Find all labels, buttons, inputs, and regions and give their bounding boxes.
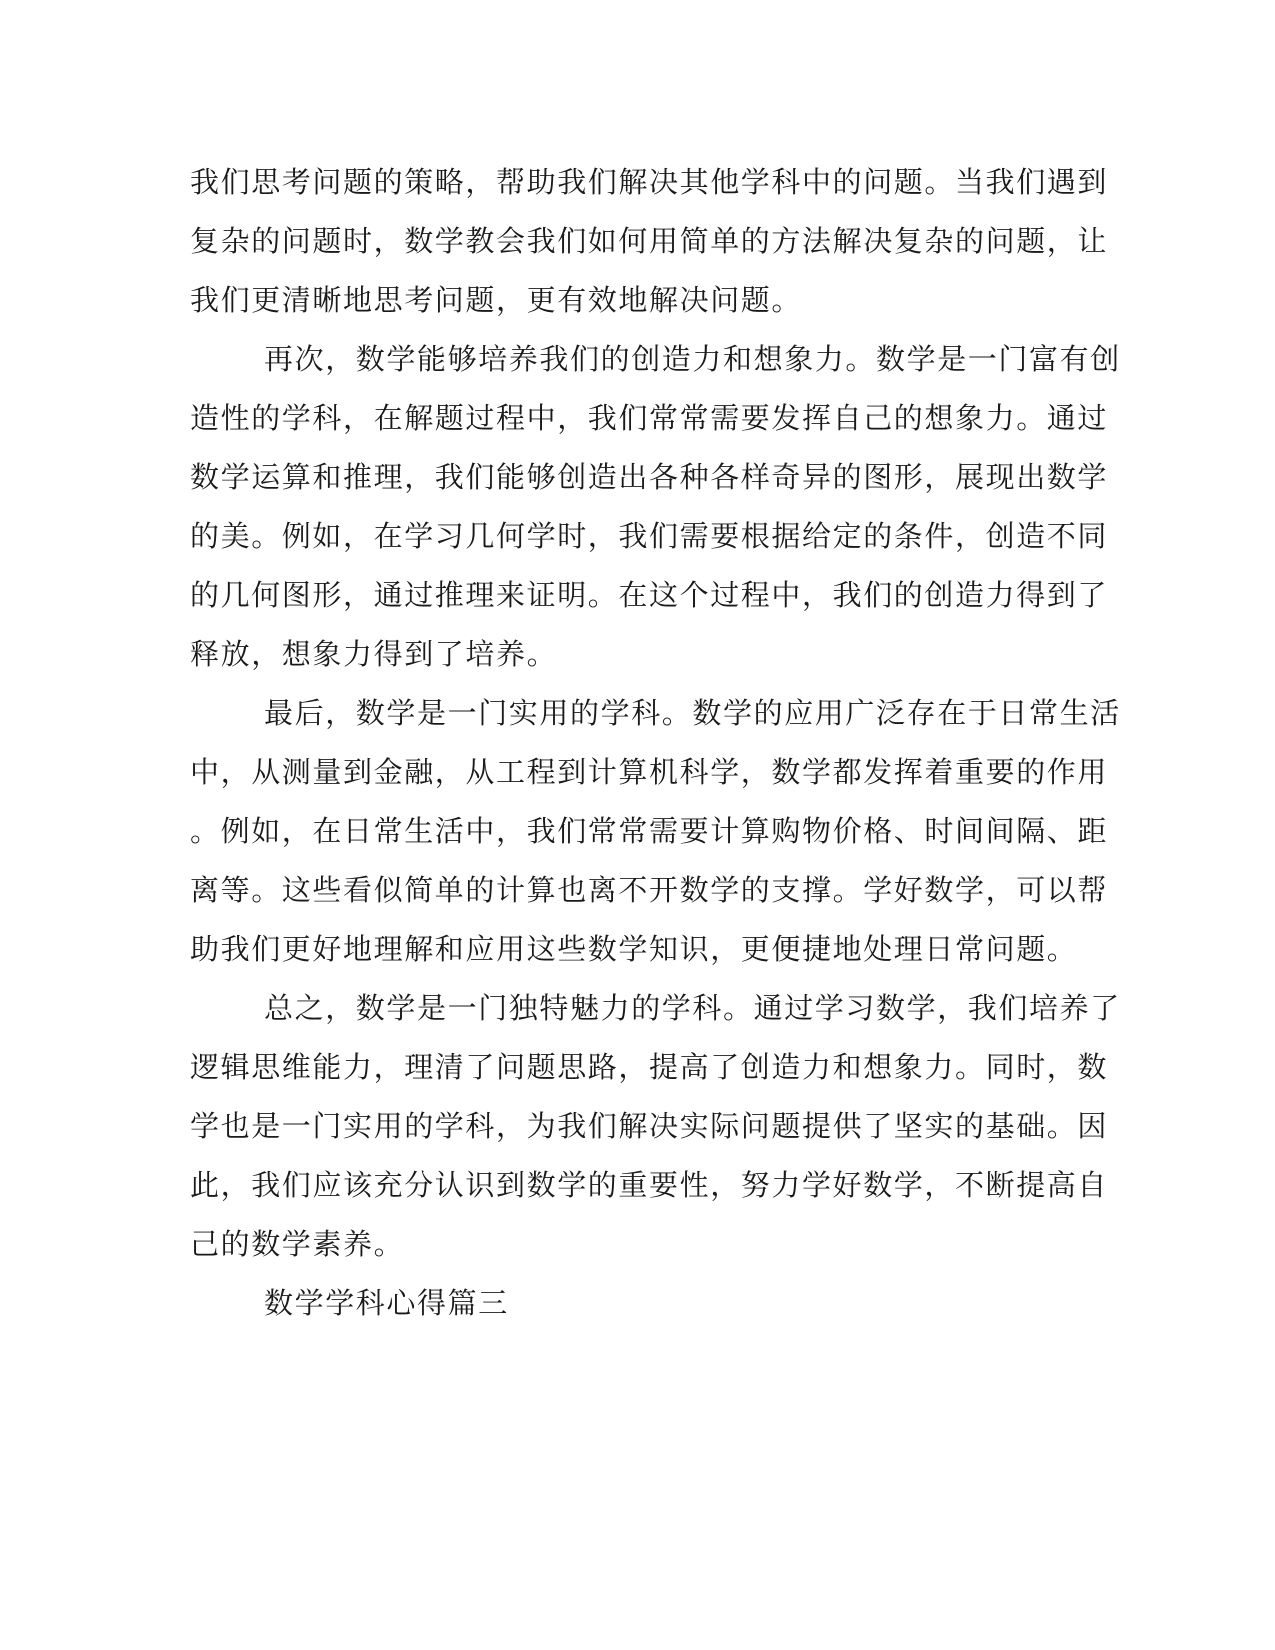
paragraph-3-line-3: 。例如，在日常生活中，我们常常需要计算购物价格、时间间隔、距 [190,814,1109,848]
paragraph-2-line-1: 再次，数学能够培养我们的创造力和想象力。数学是一门富有创 [264,342,1121,376]
paragraph-4-line-3: 学也是一门实用的学科，为我们解决实际问题提供了坚实的基础。因 [190,1109,1109,1143]
paragraph-4-line-4: 此，我们应该充分认识到数学的重要性，努力学好数学，不断提高自 [190,1168,1109,1202]
paragraph-3-line-4: 离等。这些看似简单的计算也离不开数学的支撑。学好数学，可以帮 [190,873,1109,907]
paragraph-4-line-5: 己的数学素养。 [190,1227,405,1261]
paragraph-2-line-3: 数学运算和推理，我们能够创造出各种各样奇异的图形，展现出数学 [190,460,1109,494]
paragraph-3-line-1: 最后，数学是一门实用的学科。数学的应用广泛存在于日常生活 [264,696,1121,730]
paragraph-4-line-1: 总之，数学是一门独特魅力的学科。通过学习数学，我们培养了 [264,991,1121,1025]
paragraph-1-line-1: 我们思考问题的策略，帮助我们解决其他学科中的问题。当我们遇到 [190,165,1109,199]
paragraph-3-line-5: 助我们更好地理解和应用这些数学知识，更便捷地处理日常问题。 [190,932,1078,966]
section-heading: 数学学科心得篇三 [264,1286,509,1320]
paragraph-4-line-2: 逻辑思维能力，理清了问题思路，提高了创造力和想象力。同时，数 [190,1050,1109,1084]
paragraph-2-line-2: 造性的学科，在解题过程中，我们常常需要发挥自己的想象力。通过 [190,401,1109,435]
paragraph-2-line-5: 的几何图形，通过推理来证明。在这个过程中，我们的创造力得到了 [190,578,1109,612]
paragraph-2-line-6: 释放，想象力得到了培养。 [190,637,558,671]
paragraph-1-line-3: 我们更清晰地思考问题，更有效地解决问题。 [190,283,803,317]
paragraph-2-line-4: 的美。例如，在学习几何学时，我们需要根据给定的条件，创造不同 [190,519,1109,553]
paragraph-1-line-2: 复杂的问题时，数学教会我们如何用简单的方法解决复杂的问题，让 [190,224,1109,258]
paragraph-3-line-2: 中，从测量到金融，从工程到计算机科学，数学都发挥着重要的作用 [190,755,1109,789]
